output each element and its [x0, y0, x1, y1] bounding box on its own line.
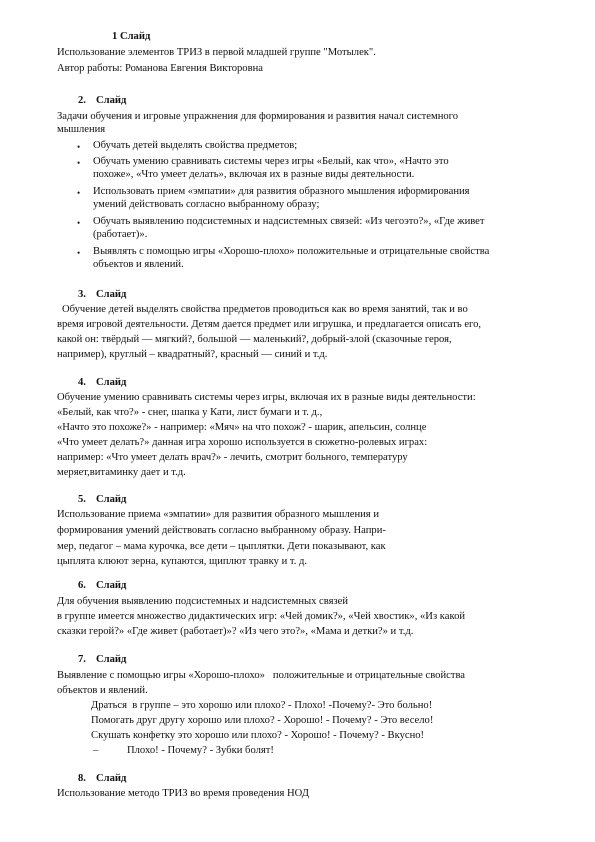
slide-7-dialog-line: Помогать друг другу хорошо или плохо? - Хорошо! - Почему? - Это весело!: [91, 715, 434, 726]
slide-2-bullet-item-cont: (работает)».: [93, 229, 148, 240]
slide-2-bullet-item-cont: похоже», «Что умеет делать», включая их в разные виды деятельности.: [93, 169, 415, 180]
slide-6-text-line: в группе имеется множество дидактических игр: «Чей домик?», «Чей хвостик», «Из какой: [57, 611, 466, 622]
slide-2-heading: Слайд: [96, 95, 127, 106]
slide-6-text-line: сказки герой?» «Где живет (работает)»? «Из чего это?», «Мама и детки?» и т.д.: [57, 626, 414, 637]
slide-7-number: 7.: [78, 654, 86, 665]
slide-8-number: 8.: [78, 773, 86, 784]
slide-5-heading: Слайд: [96, 494, 127, 505]
slide-8-heading: Слайд: [96, 773, 127, 784]
slide-5-text-line: мер, педагог – мама курочка, все дети – цыплятки. Дети показывают, как: [57, 541, 386, 552]
slide-3-text-line: Обучение детей выделять свойства предметов проводиться как во время занятий, так и во: [62, 304, 468, 315]
slide-6-heading: Слайд: [96, 580, 127, 591]
slide-3-text-line: например), круглый – квадратный?, красный — синий и т.д.: [57, 349, 328, 360]
slide-8-text-line: Использование методо ТРИЗ во время проведения НОД: [57, 788, 309, 799]
slide-5-text-line: Использование приема «эмпатии» для развития образного мышления и: [57, 509, 379, 520]
dash-marker: –: [93, 745, 99, 756]
slide-7-dialog-line: Плохо! - Почему? - Зубки болят!: [127, 745, 274, 756]
slide-5-text-line: цыплята клюют зерна, купаются, щиплют травку и т. д.: [57, 556, 308, 567]
slide-2-bullet-item: Обучать умению сравнивать системы через игры «Белый, как что», «Начто это: [93, 156, 449, 167]
slide-2-bullet-item-cont: умений действовать согласно выбранному образу;: [93, 199, 320, 210]
slide-2-text-line: мышления: [57, 124, 106, 135]
slide-5-text-line: формирования умений действовать согласно выбранному образу. Напри-: [57, 525, 386, 536]
slide-2-bullet-item: Обучать детей выделять свойства предметов;: [93, 140, 298, 151]
slide-5-number: 5.: [78, 494, 86, 505]
slide-7-heading: Слайд: [96, 654, 127, 665]
slide-3-text-line: время игровой деятельности. Детям дается предмет или игрушка, и предлагается описать его,: [57, 319, 482, 330]
slide-2-bullet-item: Выявлять с помощью игры «Хорошо-плохо» положительные и отрицательные свойства: [93, 246, 490, 257]
slide-1-heading: 1 Слайд: [112, 31, 151, 42]
bullet-icon: •: [77, 218, 81, 228]
slide-4-number: 4.: [78, 377, 86, 388]
slide-1-title-line: Использование элементов ТРИЗ в первой младшей группе "Мотылек".: [57, 47, 376, 58]
slide-1-author-line: Автор работы: Романова Евгения Викторовна: [57, 63, 263, 74]
slide-6-text-line: Для обучения выявлению подсистемных и надсистемных связей: [57, 596, 349, 607]
slide-2-bullet-item: Обучать выявлению подсистемных и надсистемных связей: «Из чегоэто?», «Где живет: [93, 216, 485, 227]
bullet-icon: •: [77, 142, 81, 152]
slide-4-heading: Слайд: [96, 377, 127, 388]
slide-4-text-line: «Начто это похоже?» - например: «Мяч» на что похож? - шарик, апельсин, солнце: [57, 422, 427, 433]
slide-3-heading: Слайд: [96, 289, 127, 300]
slide-7-text-line: Выявление с помощью игры «Хорошо-плохо» положительные и отрицательные свойства: [57, 670, 466, 681]
slide-4-text-line: «Белый, как что?» - снег, шапка у Кати, лист бумаги и т. д.,: [57, 407, 323, 418]
slide-7-dialog-line: Скушать конфетку это хорошо или плохо? - Хорошо! - Почему? - Вкусно!: [91, 730, 425, 741]
slide-4-text-line: «Что умеет делать?» данная игра хорошо используется в сюжетно-ролевых играх:: [57, 437, 428, 448]
slide-2-bullet-item: Использовать прием «эмпатии» для развития образного мышления иформирования: [93, 186, 470, 197]
slide-3-number: 3.: [78, 289, 86, 300]
slide-6-number: 6.: [78, 580, 86, 591]
slide-4-text-line: меряет,витаминку дает и т.д.: [57, 467, 186, 478]
bullet-icon: •: [77, 248, 81, 258]
slide-2-text-line: Задачи обучения и игровые упражнения для формирования и развития начал системного: [57, 111, 459, 122]
bullet-icon: •: [77, 188, 81, 198]
slide-4-text-line: например: «Что умеет делать врач?» - лечить, смотрит больного, температуру: [57, 452, 408, 463]
bullet-icon: •: [77, 158, 81, 168]
slide-2-number: 2.: [78, 95, 86, 106]
slide-2-bullet-item-cont: объектов и явлений.: [93, 259, 184, 270]
slide-3-text-line: какой он: твёрдый — мягкий?, большой — маленький?, добрый-злой (сказочные героя,: [57, 334, 452, 345]
slide-4-text-line: Обучение умению сравнивать системы через игры, включая их в разные виды деятельности:: [57, 392, 476, 403]
slide-7-dialog-line: Драться в группе – это хорошо или плохо? - Плохо! -Почему?- Это больно!: [91, 700, 433, 711]
slide-7-text-line: объектов и явлений.: [57, 685, 148, 696]
